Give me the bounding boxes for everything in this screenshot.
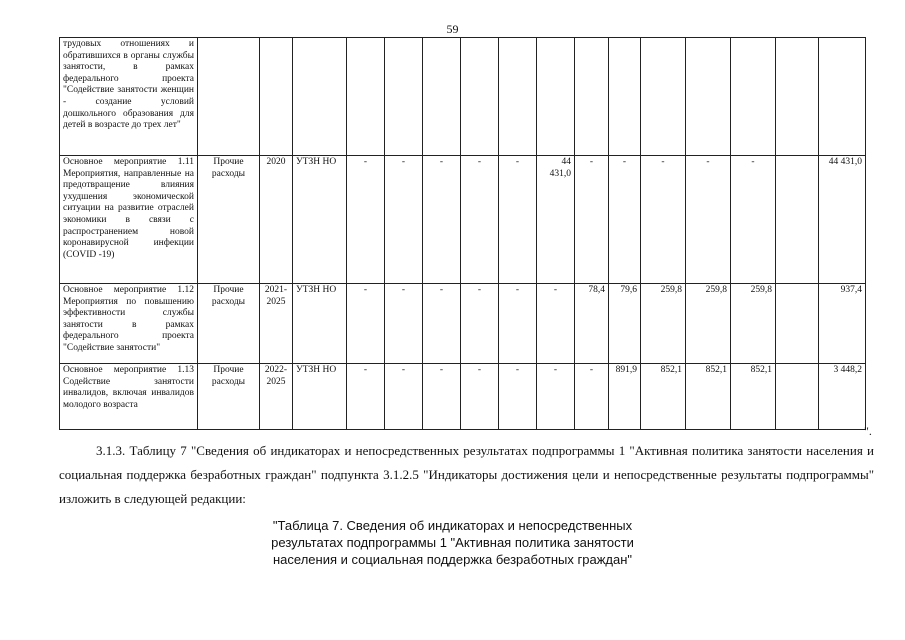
cell-year: 2021-2025 — [260, 284, 293, 364]
cell-total: 44 431,0 — [819, 156, 866, 284]
cell-value — [776, 38, 819, 156]
cell-value — [537, 38, 575, 156]
cell-total: 3 448,2 — [819, 364, 866, 430]
cell-value — [461, 38, 499, 156]
cell-value: 259,8 — [641, 284, 686, 364]
cell-value: - — [575, 156, 609, 284]
cell-total — [819, 38, 866, 156]
cell-expense-type — [198, 38, 260, 156]
cell-value — [385, 38, 423, 156]
cell-total: 937,4 — [819, 284, 866, 364]
cell-value — [499, 38, 537, 156]
page-number: 59 — [446, 22, 459, 36]
cell-value: 78,4 — [575, 284, 609, 364]
cell-value — [776, 364, 819, 430]
cell-value: - — [385, 156, 423, 284]
cell-value: - — [499, 364, 537, 430]
cell-value: - — [385, 284, 423, 364]
cell-value: - — [499, 284, 537, 364]
cell-value: - — [641, 156, 686, 284]
cell-activity-name: Основное мероприятие 1.13 Содействие занятости инвалидов, включая инвалидов молодого возраста — [60, 364, 198, 430]
cell-value — [609, 38, 641, 156]
table-row — [60, 156, 866, 284]
cell-value: - — [423, 156, 461, 284]
cell-value — [686, 38, 731, 156]
cell-value: 852,1 — [641, 364, 686, 430]
cell-expense-type: Прочие расходы — [198, 364, 260, 430]
cell-value — [776, 156, 819, 284]
cell-value: - — [423, 364, 461, 430]
caption-line-2: результатах подпрограммы 1 "Активная политика занятости — [271, 535, 634, 550]
amendment-paragraph — [59, 439, 874, 511]
cell-value: - — [423, 284, 461, 364]
cell-year: 2022-2025 — [260, 364, 293, 430]
cell-executor — [293, 38, 347, 156]
cell-executor: УТЗН НО — [293, 284, 347, 364]
cell-value: 852,1 — [686, 364, 731, 430]
caption-line-1: "Таблица 7. Сведения об индикаторах и непосредственных — [272, 518, 633, 533]
cell-year — [260, 38, 293, 156]
paragraph-text: 3.1.3. Таблицу 7 "Сведения об индикаторах и непосредственных результатах подпрограммы 1 "Активная политика занятости населения и социальная поддержка безработных граждан" подпункта 3.1.2.5 "Индикаторы достижения цели и непосредственные результаты подпрограммы" изложить в следующей редакции: — [59, 443, 874, 506]
cell-value: 259,8 — [731, 284, 776, 364]
table-row — [60, 284, 866, 364]
cell-value — [347, 38, 385, 156]
table-row — [60, 38, 866, 156]
cell-activity-name: Основное мероприятие 1.12 Мероприятия по повышению эффективности службы занятости в рамках федерального проекта "Содействие занятости" — [60, 284, 198, 364]
budget-table — [59, 37, 866, 430]
cell-expense-type: Прочие расходы — [198, 284, 260, 364]
caption-line-3: населения и социальная поддержка безработных граждан" — [273, 552, 632, 567]
cell-value: - — [575, 364, 609, 430]
cell-activity-name: Основное мероприятие 1.11 Мероприятия, направленные на предотвращение влияния ухудшения экономической ситуации на развитие отраслей экономики в связи с распространением новой коронавирусной инфекции (COVID -19) — [60, 156, 198, 284]
cell-value: - — [731, 156, 776, 284]
cell-value: 891,9 — [609, 364, 641, 430]
cell-value: 79,6 — [609, 284, 641, 364]
cell-value — [641, 38, 686, 156]
table-row — [60, 364, 866, 430]
cell-value: - — [499, 156, 537, 284]
cell-value: - — [347, 284, 385, 364]
cell-value — [776, 284, 819, 364]
cell-value: 852,1 — [731, 364, 776, 430]
cell-value: - — [537, 284, 575, 364]
cell-executor: УТЗН НО — [293, 364, 347, 430]
cell-value: - — [537, 364, 575, 430]
cell-activity-name: трудовых отношениях и обратившихся в органы службы занятости, в рамках федерального проекта "Содействие занятости женщин - создание условий дошкольного образования для детей в возрасте до трех лет" — [60, 38, 198, 156]
cell-expense-type: Прочие расходы — [198, 156, 260, 284]
cell-value: 44 431,0 — [537, 156, 575, 284]
cell-value: - — [347, 156, 385, 284]
cell-value: - — [461, 284, 499, 364]
cell-value: - — [686, 156, 731, 284]
cell-value: - — [461, 364, 499, 430]
closing-quote: ". — [864, 424, 872, 438]
cell-value: - — [609, 156, 641, 284]
cell-value: - — [347, 364, 385, 430]
cell-year: 2020 — [260, 156, 293, 284]
cell-value: - — [461, 156, 499, 284]
table-caption — [0, 517, 905, 568]
cell-value — [423, 38, 461, 156]
cell-executor: УТЗН НО — [293, 156, 347, 284]
cell-value — [731, 38, 776, 156]
cell-value — [575, 38, 609, 156]
cell-value: - — [385, 364, 423, 430]
cell-value: 259,8 — [686, 284, 731, 364]
